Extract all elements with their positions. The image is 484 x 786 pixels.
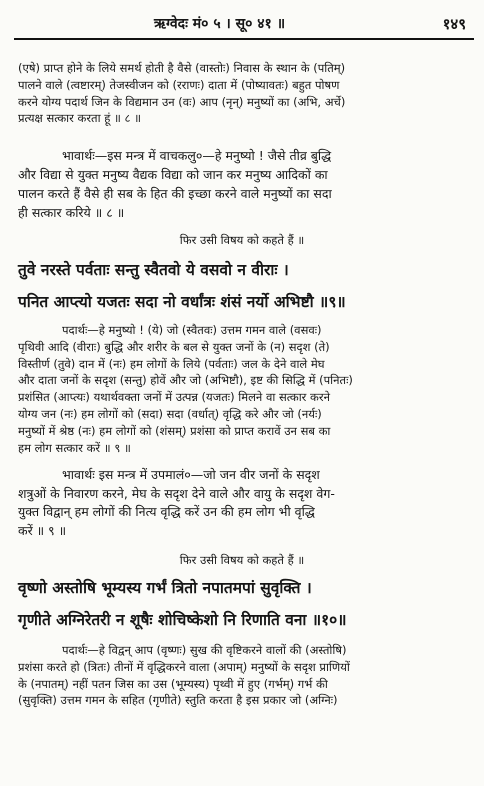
text-line: पालने वाले (त्वष्टारम्) तेजस्वीजन को (रराणः) दाता में (पोष्यावतः) बहुत पोषण [18,77,340,92]
section-heading: फिर उसी विषय को कहते हैं ॥ [179,553,305,567]
text-line: पदार्थः—हे विद्वन् आप (वृष्णः) सुख की वृष्टिकरने वालों की (अस्तोषि) [62,643,347,657]
text-line: युक्त विद्वान् हम लोगों की नित्य वृद्धि करें उन की हम लोग भी वृद्धि [18,504,315,519]
text-line: करें ॥ ९ ॥ [18,522,67,538]
text-line: पृथिवी आदि (वीराः) बुद्धि और शरीर के बल से युक्त जनों के (न) सदृश (ते) [18,339,330,354]
verse-9-line-1: तुवे नरस्ते पर्वताः सन्तु स्वैतवो ये वसवो न वीराः । [18,260,289,279]
text-line: प्रशंसा करते हो (त्रितः) तीनों में वृद्धिकरने वाला (अपाम्) मनुष्यों के सदृश प्राणियों [18,659,350,674]
text-line: और विद्या से युक्त मनुष्य वैद्यक विद्या को जान कर मनुष्य आदिकों का [18,167,328,182]
text-line: मनुष्यों में श्रेष्ठ (नः) हम लोगों को (शंसम्) प्रशंसा को प्राप्त करावें उन सब का [18,423,331,438]
text-line: प्रत्यक्ष सत्कार करता हूं ॥ ८ ॥ [18,111,142,126]
text-line: भावार्थः इस मन्त्र में उपमालं०—जो जन वीर जनों के सदृश [62,467,320,482]
text-line: के (नपातम्) नहीं पतन जिस का उस (भूम्यस्य) पृथ्वी में हुए (गर्भम्) गर्भ की [18,676,328,691]
text-line: ही सत्कार करिये ॥ ८ ॥ [18,205,125,220]
section-heading: फिर उसी विषय को कहते हैं ॥ [179,233,305,247]
text-line: पदार्थः—हे मनुष्यो ! (ये) जो (स्वैतवः) उत्तम गमन वाले (वसवः) [62,323,322,337]
text-line: शत्रुओं के निवारण करने, मेघ के सदृश देने वाले और वायु के सदृश वेग- [18,485,335,501]
text-line: करने योग्य पदार्थ जिन के विद्यमान उन (वः) आप (नृन्) मनुष्यों का (अभि, अर्चे) [18,94,346,109]
text-line: विस्तीर्ण (तुवे) दान में (नः) हम लोगों के लिये (पर्वताः) जल के देने वाले मेघ [18,356,325,371]
text-line: (एषे) प्राप्त होने के लिये समर्थ होती है वैसे (वास्तोः) निवास के स्थान के (पतिम्) [18,61,346,75]
paragraph-continuation [18,60,470,127]
header-rule [14,38,474,40]
bhavartha-8 [18,146,470,222]
text-line: भावार्थः—इस मन्त्र में वाचकलु०—हे मनुष्यो ! जैसे तीव्र बुद्धि [62,148,332,163]
text-line: योग्य जन (नः) हम लोगों को (सदा) सदा (वर्धात्) वृद्धि करे और जो (नर्यः) [18,406,322,421]
text-line: पालन करते हैं वैसे ही सब के हित की इच्छा करने वाले मनुष्यों का सदा [18,186,332,201]
verse-10-line-1: वृष्णो अस्तोषि भूम्यस्य गर्भं त्रितो नपातमपां सुवृक्ति । [18,578,312,597]
page-header [14,8,474,38]
text-line: प्रशंसित (आप्त्यः) यथार्थवक्ता जनों में उत्पन्न (यजतः) मिलने वा सत्कार करने [18,390,330,405]
verse-9-line-2: पनित आप्त्यो यजतः सदा नो वर्धांत्रः शंसं नर्यो अभिष्टौ ॥९॥ [18,292,346,311]
text-line: हम लोग सत्कार करें ॥ ९ ॥ [18,440,131,455]
page-number: १४९ [442,15,466,33]
padartha-9 [18,322,470,456]
padartha-10 [18,642,470,709]
verse-10-line-2: गृणीते अग्निरेतरी न शूषैः शोचिष्केशो नि रिणाति वना ॥१०॥ [18,610,347,629]
running-title: ऋग्वेदः मं० ५ । सू० ४१ ॥ [154,16,286,32]
bhavartha-9 [18,466,470,540]
text-line: और दाता जनों के सदृश (सन्तु) होवें और जो (अभिष्टौ), इष्ट की सिद्धि में (पनितः) [18,373,353,388]
text-line: (सुवृक्ति) उत्तम गमन के सहित (गृणीते) स्तुति करता है इस प्रकार जो (अग्निः) [18,693,338,708]
